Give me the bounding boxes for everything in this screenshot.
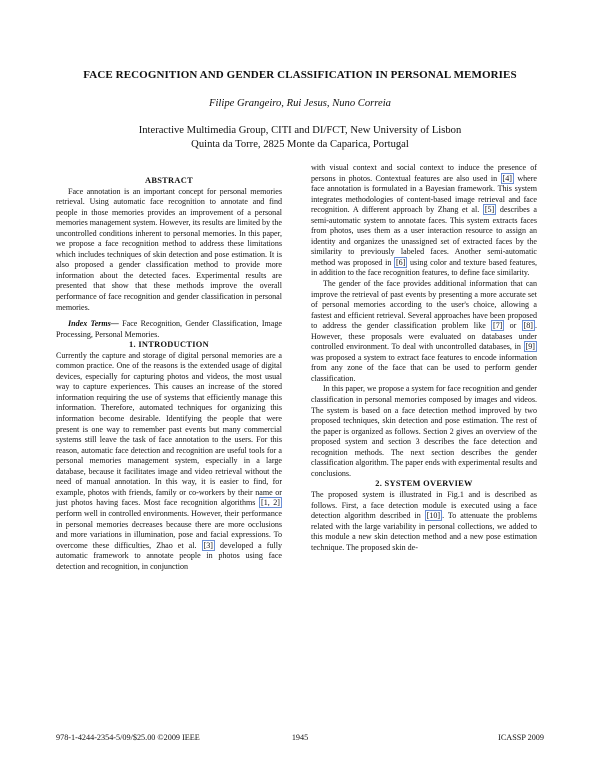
gender-text-a: The gender of the face provides additional information that can improve the retrieval of past events by presenting a more accurate set of personal memories according to the user's choice, allowing a fastest and efficient retrieval. Several approaches have been proposed to address the gender classification problem like [311,279,537,331]
paper-affiliation [0,124,600,152]
citation-link-6[interactable]: [6] [396,257,406,267]
related-text-a: with visual context and social context to induce the presence of persons in photos. Contextual features are also used in [311,163,537,183]
paper-authors: Filipe Grangeiro, Rui Jesus, Nuno Correia [209,98,391,109]
related-text-b: where face annotation is formulated in a Bayesian framework. This system integrates methodologies of content-based image retrieval and face recognition. A different approach by Zhang et al. [311,173,538,215]
affiliation-line-1: Interactive Multimedia Group, CITI and DI/FCT, New University of Lisbon [138,125,462,136]
gender-text-b: . However, these proposals were evaluated on databases under controlled environment. To deal with uncontrolled databases, in [311,321,537,352]
system-text-a: The proposed system is illustrated in Fig.1 and is described as follows. First, a face detection module is executed using a face detection algorithm described in [311,489,537,521]
gender-paragraph [311,279,537,384]
proposal-paragraph: In this paper, we propose a system for face recognition and gender classification in personal memories composed by images and videos. The system is based on a face detection method improved by two proposed techniques, skin detection and pose estimation. The rest of the paper is organized as follows. Section 2 gives an overview of the proposed system and section 3 describes the face detection and recognition methods. The next section describes the gender classification algorithm. The paper ends with experimental results and conclusions. [311,384,537,478]
citation-link-1-2[interactable]: [1, 2] [261,498,280,508]
system-overview-heading: 2. SYSTEM OVERVIEW [375,479,473,489]
related-text-c: describes a semi-automatic system to annotate faces. This system extracts faces from photos, uses them as a user interaction resource to assign an identity and organizes the unassigned set of extracted faces by the similarity to previously labeled faces. Another semi-automatic method was proposed in [311,205,537,267]
intro-text-c: developed a fully automatic framework to annotate people in photos using face detection and recognition, in conjunction [56,540,282,571]
citation-link-5[interactable]: [5] [484,205,495,215]
left-column [56,176,282,572]
footer-page-number: 1945 [291,733,309,742]
right-column [311,163,537,553]
intro-text-b: perform well in controlled environments. However, their performance in personal memories decreases because there are more occlusions and more variations in illumination, pose and facial expressions. To overcome these difficulties, Zhao et al. [56,508,282,550]
related-work-paragraph [311,163,537,279]
gender-text-or: or [504,321,522,331]
index-terms [56,319,282,340]
related-text-d: using color and texture based features, in addition to the face recognition features, to define face similarity. [311,257,537,278]
abstract-text: Face annotation is an important concept for personal memories retrieval. Using automatic face recognition to annotate and find people in those memories provides an improvement of a personal memories management system. However, its results are limited by the uncontrolled conditions inherent to personal memories. In this paper, we propose a face recognition method to address these limitations which includes techniques of skin detection and pose estimation. It is also proposed a gender classification method to provide more information about the detected faces. Experimental results are presented that show that these methods improve the overall performance of face recognition and gender classification in personal memories. [56,186,282,312]
citation-link-10[interactable]: [10] [426,511,441,521]
citation-link-7[interactable]: [7] [493,321,503,331]
gender-text-c: was proposed a system to extract face features to encode information from any zone of the face that can be used to perform gender classification. [311,352,537,383]
paper-title: FACE RECOGNITION AND GENDER CLASSIFICATION IN PERSONAL MEMORIES [83,69,517,81]
intro-text-a: Currently the capture and storage of digital personal memories are a common practice. One of the reasons is the extended usage of digital devices, especially for capturing photos and videos, the most usual way to capture experiences. This causes an increase of the stored information requiring the use of systems that efficiently manage this information. Therefore, automated techniques for organizing this information become desirable. Identifying the people that were present is one way to remember past events but many commercial systems still leave the task of face annotation to the users. For this reason, automatic face detection and recognition are useful tools for a personal memories management system, especially in a large database, because it facilitates image and video retrieval without the need of manual annotation. In this way, it is easier to find, for example, photos with friends, family or co-workers by their name or just photos having faces. Most face recognition algorithms [56,350,282,508]
citation-link-3[interactable]: [3] [203,540,213,550]
index-terms-label: Index Terms— [68,319,119,329]
affiliation-line-2: Quinta da Torre, 2825 Monte da Caparica, Portugal [191,139,409,150]
footer-copyright: 978-1-4244-2354-5/09/$25.00 ©2009 IEEE [56,733,200,742]
introduction-paragraph [56,351,282,572]
system-text-b: . To attenuate the problems related with the large variability in personal collections, we added to this module a new skin detection method and a new pose estimation technique. The proposed skin de- [311,511,537,552]
abstract-heading: ABSTRACT [144,176,193,185]
footer-venue: ICASSP 2009 [498,733,544,742]
citation-link-8[interactable]: [8] [523,321,533,331]
index-terms-text: Face Recognition, Gender Classification, Image Processing, Personal Memories. [56,319,282,339]
introduction-heading: 1. INTRODUCTION [129,340,209,350]
system-overview-paragraph [311,490,537,553]
citation-link-4[interactable]: [4] [502,173,512,183]
citation-link-9[interactable]: [9] [525,342,535,352]
